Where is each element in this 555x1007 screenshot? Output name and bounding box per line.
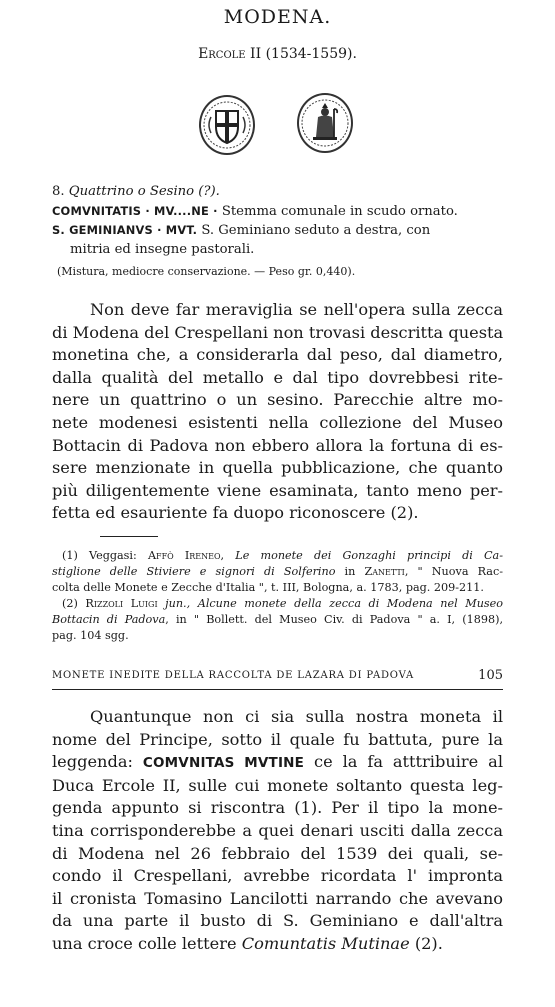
footnote-1-line <box>52 564 503 580</box>
text-line: sere menzionate in quella pubblicazione, che quanto <box>52 458 503 478</box>
entry-name: Quattrino o Sesino (?). <box>68 184 220 199</box>
text-line: il cronista Tomasino Lancilotti narrando che avevano <box>52 888 503 908</box>
saint-figure-icon <box>299 95 351 151</box>
fn2-title: Alcune monete della zecca di Modena nel Museo <box>197 597 504 610</box>
entry-heading <box>52 183 507 202</box>
catalogue-entry <box>52 183 507 282</box>
fn2-source: , in " Bollett. del Museo Civ. di Padova " a. I, (1898), <box>165 613 503 626</box>
text-line <box>52 933 503 956</box>
text-line: Duca Ercole II, sulle cui monete soltanto questa leg- <box>52 775 503 795</box>
italic-phrase: Comuntatis Mutinae <box>241 933 410 953</box>
coin-legend: COMVNITAS MVTINE <box>142 755 305 772</box>
reverse-line <box>52 221 507 241</box>
text-line: nete modenesi esistenti nella collezione del Museo <box>52 412 503 432</box>
paragraph-1 <box>52 299 503 525</box>
reverse-description-cont: mitria ed insegne pastorali. <box>70 241 255 257</box>
running-head-text: MONETE INEDITE DELLA RACCOLTA DE LAZARA DI PADOVA <box>52 670 414 681</box>
text-line: Non deve far meraviglia se nell'opera sulla zecca <box>90 300 503 319</box>
text-run: una croce colle lettere <box>52 933 242 953</box>
text-line <box>52 751 503 775</box>
footnotes <box>52 548 503 644</box>
paragraph-2 <box>52 706 503 956</box>
ruler-name: Ercole <box>198 46 246 62</box>
text-line: più diligentemente viene esaminata, tanto meno per- <box>52 480 503 500</box>
ruler-dates: II (1534-1559). <box>245 46 357 62</box>
text-line: genda appunto si riscontra (1). Per il tipo la mone- <box>52 798 503 818</box>
obverse-description: Stemma comunale in scudo ornato. <box>217 203 458 219</box>
fn1-author: Affò Ireneo <box>147 549 221 562</box>
text-run: leggenda: <box>52 752 143 772</box>
footnote-2-line <box>52 612 503 628</box>
footnote-1-line <box>52 548 503 564</box>
text-line: da una parte il busto di S. Geminiano e dall'altra <box>52 911 503 931</box>
text-line: nere un quattrino o un sesino. Parecchie altre mo- <box>52 390 503 410</box>
fn1-zanetti: Zanetti <box>364 565 405 578</box>
fn1-in: in <box>335 565 365 578</box>
fn2-author: Rizzoli Luigi <box>85 597 158 610</box>
fn1-sep: , <box>220 549 236 562</box>
fn1-series: , " Nuova Rac- <box>404 565 503 578</box>
running-head-rule <box>52 689 503 690</box>
footnote-1-line: colta delle Monete e Zecche d'Italia ", t. III, Bologna, a. 1783, pag. 209-211. <box>52 581 484 594</box>
fn1-prefix: (1) Veggasi: <box>62 549 148 562</box>
entry-note: (Mistura, mediocre conservazione. — Peso gr. 0,440). <box>57 265 356 278</box>
text-line: di Modena nel 26 febbraio del 1539 dei quali, se- <box>52 843 503 863</box>
footnote-2-line <box>52 596 503 612</box>
fn2-title-cont: Bottacin di Padova <box>52 613 166 626</box>
coin-obverse-image <box>199 95 255 155</box>
footnote-separator <box>100 536 158 537</box>
text-run: ce la fa atttribuire al <box>304 752 503 772</box>
footnote-ref: (2). <box>409 933 443 953</box>
ruler-heading <box>0 46 555 62</box>
text-line: tina corrisponderebbe a quei denari usciti dalla zecca <box>52 820 503 840</box>
fn2-prefix: (2) <box>62 597 86 610</box>
text-line: Quantunque non ci sia sulla nostra moneta il <box>90 707 503 726</box>
entry-number: 8. <box>52 184 65 199</box>
reverse-legend: S. GEMINIANVS · MVT. <box>52 223 198 237</box>
text-line: di Modena del Crespellani non trovasi descritta questa <box>52 322 504 342</box>
page-number: 105 <box>478 668 503 683</box>
reverse-description: S. Geminiano seduto a destra, con <box>197 223 431 238</box>
footnote-2-line: pag. 104 sgg. <box>52 629 129 642</box>
fn1-title: Le monete dei Gonzaghi principi di Ca- <box>235 549 504 562</box>
text-line: fetta ed esauriente fa duopo riconoscere (2). <box>52 503 419 523</box>
running-head <box>52 670 503 681</box>
text-line: dalla qualità del metallo e dal tipo dovrebbesi rite- <box>52 367 503 387</box>
text-line: nome del Principe, sotto il quale fu battuta, pure la <box>52 729 503 749</box>
text-line: condo il Crespellani, avrebbe ricordata l' impronta <box>52 866 503 886</box>
obverse-legend: COMVNITATIS · MV....NE · <box>52 203 218 218</box>
page-title: MODENA. <box>223 6 332 28</box>
coin-reverse-image <box>297 93 353 153</box>
shield-icon <box>201 97 253 153</box>
fn2-jun: jun., <box>157 597 198 610</box>
text-line: Bottacin di Padova non ebbero allora la fortuna di es- <box>52 435 503 455</box>
obverse-line <box>52 202 507 222</box>
text-line: monetina che, a considerarla dal peso, dal diametro, <box>52 345 503 365</box>
fn1-title-cont: stiglione delle Stiviere e signori di Solferino <box>52 565 336 578</box>
